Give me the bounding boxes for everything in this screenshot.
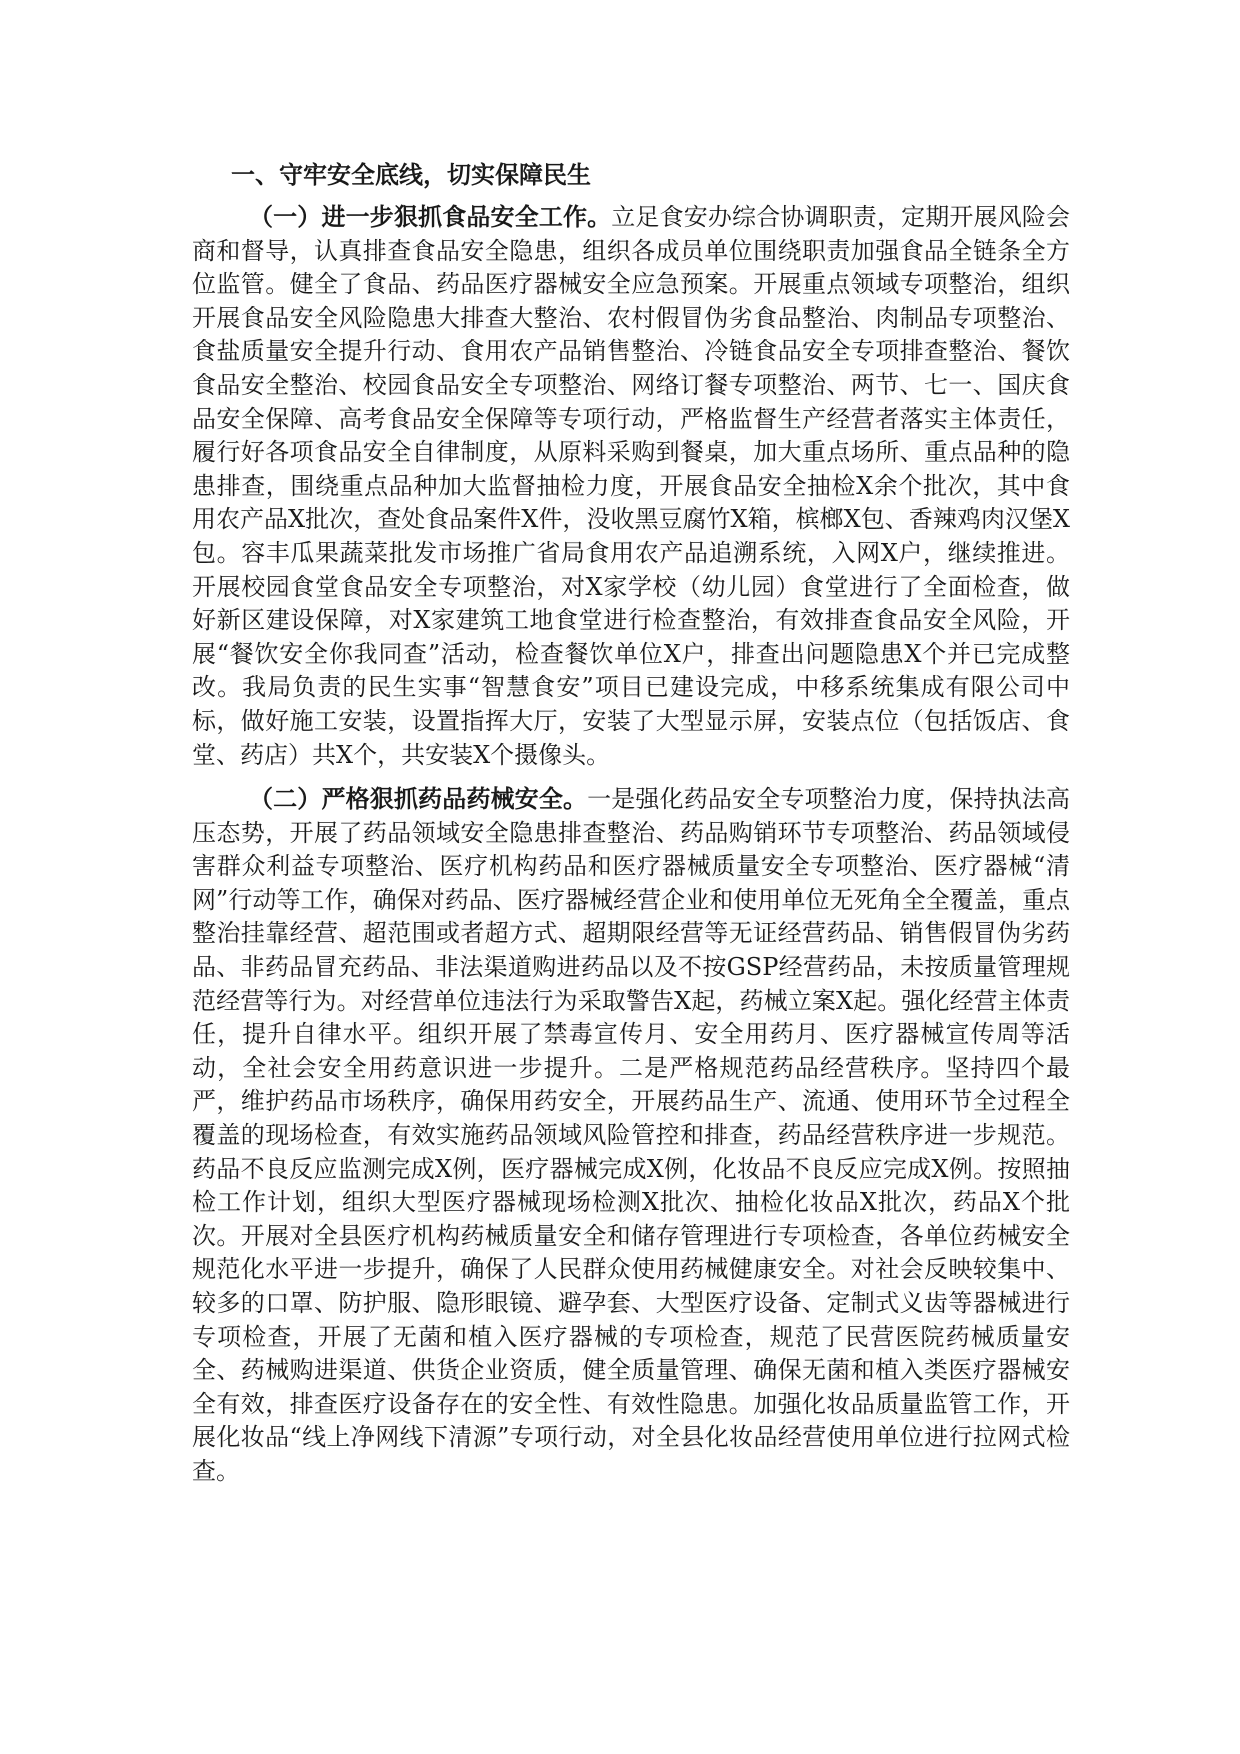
document-page <box>192 158 1070 1489</box>
paragraph-lead-drug-safety: （二）严格狠抓药品药械安全。 <box>249 784 588 814</box>
paragraph-lead-food-safety: （一）进一步狠抓食品安全工作。 <box>249 202 612 231</box>
paragraph-body-food-safety: 立足食安办综合协调职责，定期开展风险会商和督导，认真排查食品安全隐患，组织各成员单位围绕职责加强食品全链条全方位监管。健全了食品、药品医疗器械安全应急预案。开展重点领域专项整治，组织开展食品安全风险隐患大排查大整治、农村假冒伪劣食品整治、肉制品专项整治、食盐质量安全提升行动、食用农产品销售整治、冷链食品安全专项排查整治、餐饮食品安全整治、校园食品安全专项整治、网络订餐专项整治、两节、七一、国庆食品安全保障、高考食品安全保障等专项行动，严格监督生产经营者落实主体责任，履行好各项食品安全自律制度，从原料采购到餐桌，加大重点场所、重点品种的隐患排查，围绕重点品种加大监督抽检力度，开展食品安全抽检X余个批次，其中食用农产品X批次，查处食品案件X件，没收黑豆腐竹X箱，槟榔X包、香辣鸡肉汉堡X包。容丰瓜果蔬菜批发市场推广省局食用农产品追溯系统，入网X户，继续推进。 开展校园食堂食品安全专项整治，对X家学校（幼儿园）食堂进行了全面检查，做好新区建设保障，对X家建筑工地食堂进行检查整治，有效排查食品安全风险，开展“餐饮安全你我同查”活动，检查餐饮单位X户，排查出问题隐患X个并已完成整改。我局负责的民生实事“智慧食安”项目已建设完成，中移系统集成有限公司中标，做好施工安装，设置指挥大厅，安装了大型显示屏，安装点位（包括饭店、食堂、药店）共X个，共安装X个摄像头。 <box>192 203 1071 769</box>
paragraph-drug-safety <box>192 782 1070 1488</box>
paragraph-food-safety <box>192 200 1070 772</box>
paragraph-body-drug-safety: 一是强化药品安全专项整治力度，保持执法高压态势，开展了药品领域安全隐患排查整治、药品购销环节专项整治、药品领域侵害群众利益专项整治、医疗机构药品和医疗器械质量安全专项整治、医疗器械“清网”行动等工作，确保对药品、医疗器械经营企业和使用单位无死角全全覆盖，重点整治挂靠经营、超范围或者超方式、超期限经营等无证经营药品、销售假冒伪劣药品、非药品冒充药品、非法渠道购进药品以及不按GSP经营药品，未按质量管理规范经营等行为。对经营单位违法行为采取警告X起，药械立案X起。强化经营主体责任，提升自律水平。组织开展了禁毒宣传月、安全用药月、医疗器械宣传周等活动，全社会安全用药意识进一步提升。二是严格规范药品经营秩序。坚持四个最严，维护药品市场秩序，确保用药安全，开展药品生产、流通、使用环节全过程全覆盖的现场检查，有效实施药品领域风险管控和排查，药品经营秩序进一步规范。药品不良反应监测完成X例，医疗器械完成X例，化妆品不良反应完成X例。按照抽检工作计划，组织大型医疗器械现场检测X批次、抽检化妆品X批次，药品X个批次。开展对全县医疗机构药械质量安全和储存管理进行专项检查，各单位药械安全规范化水平进一步提升，确保了人民群众使用药械健康安全。对社会反映较集中、较多的口罩、防护服、隐形眼镜、避孕套、大型医疗设备、定制式义齿等器械进行专项检查，开展了无菌和植入医疗器械的专项检查，规范了民营医院药械质量安全、药械购进渠道、供货企业资质，健全质量管理、确保无菌和植入类医疗器械安全有效，排查医疗设备存在的安全性、有效性隐患。加强化妆品质量监管工作，开展化妆品“线上净网线下清源”专项行动，对全县化妆品经营使用单位进行拉网式检查。 <box>192 785 1071 1485</box>
section-heading: 一、守牢安全底线，切实保障民生 <box>231 160 591 189</box>
